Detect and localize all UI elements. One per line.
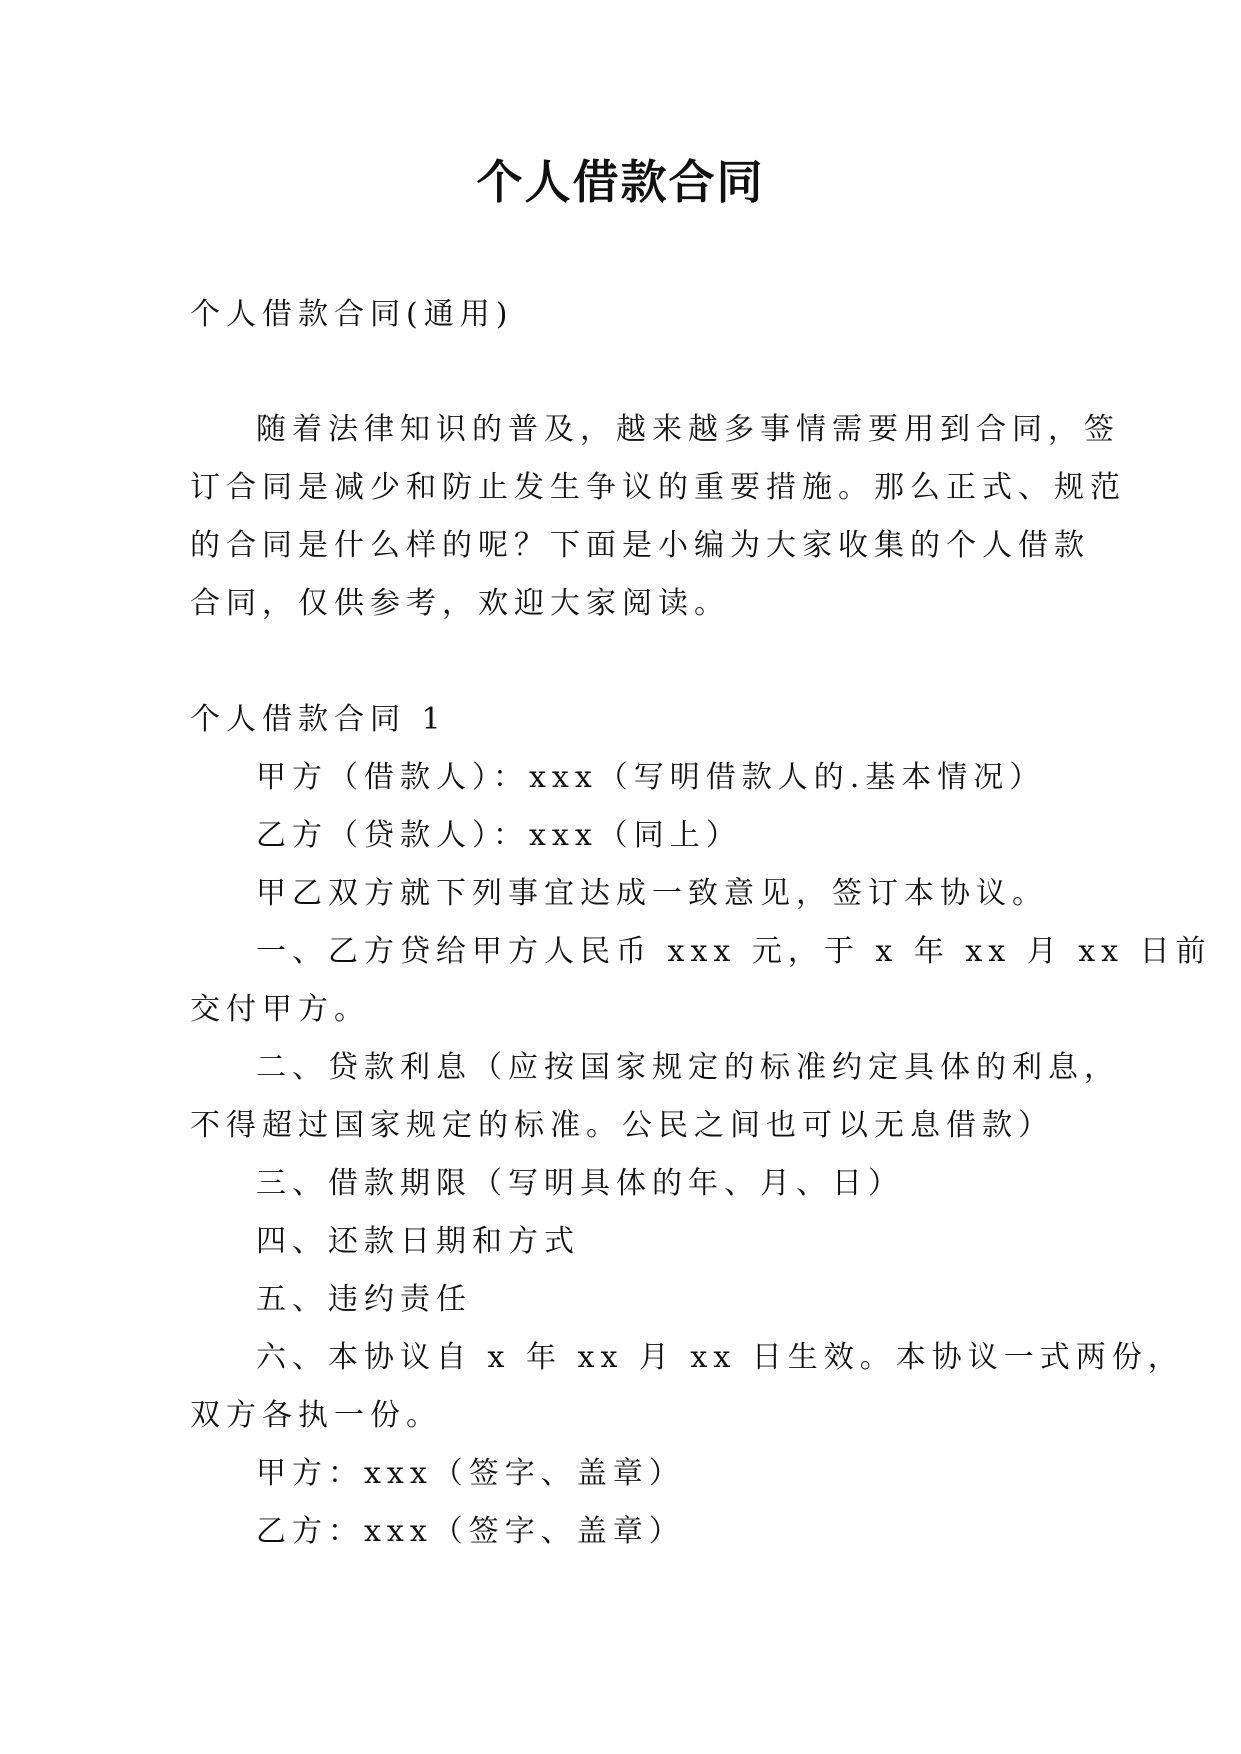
clause-3-line: 三、借款期限（写明具体的年、月、日） (256, 1166, 904, 1201)
party-a-line: 甲方（借款人）：xxx（写明借款人的.基本情况） (256, 760, 1046, 795)
party-b-signature-line: 乙方：xxx（签字、盖章） (256, 1514, 685, 1549)
intro-line: 的合同是什么样的呢？下面是小编为大家收集的个人借款 (190, 528, 1090, 563)
clause-1-continuation: 交付甲方。 (190, 992, 370, 1027)
clause-2-continuation: 不得超过国家规定的标准。公民之间也可以无息借款） (190, 1108, 1054, 1143)
document-subtitle: 个人借款合同(通用) (190, 297, 514, 332)
clause-4-line: 四、还款日期和方式 (256, 1224, 580, 1259)
section-heading: 个人借款合同 1 (190, 702, 447, 737)
party-b-line: 乙方（贷款人）：xxx（同上） (256, 818, 742, 853)
clause-6-line: 六、本协议自 x 年 xx 月 xx 日生效。本协议一式两份， (256, 1340, 1184, 1375)
clause-5-line: 五、违约责任 (256, 1282, 472, 1317)
intro-line: 订合同是减少和防止发生争议的重要措施。那么正式、规范 (190, 470, 1126, 505)
intro-line: 随着法律知识的普及，越来越多事情需要用到合同，签 (256, 412, 1120, 447)
clause-6-continuation: 双方各执一份。 (190, 1398, 442, 1433)
clause-2-line: 二、贷款利息（应按国家规定的标准约定具体的利息， (256, 1050, 1120, 1085)
party-a-signature-line: 甲方：xxx（签字、盖章） (256, 1456, 685, 1491)
agreement-line: 甲乙双方就下列事宜达成一致意见，签订本协议。 (256, 876, 1048, 911)
document-title: 个人借款合同 (476, 155, 765, 209)
clause-1-line: 一、乙方贷给甲方人民币 xxx 元，于 x 年 xx 月 xx 日前 (256, 934, 1212, 969)
intro-line: 合同，仅供参考，欢迎大家阅读。 (190, 586, 730, 621)
